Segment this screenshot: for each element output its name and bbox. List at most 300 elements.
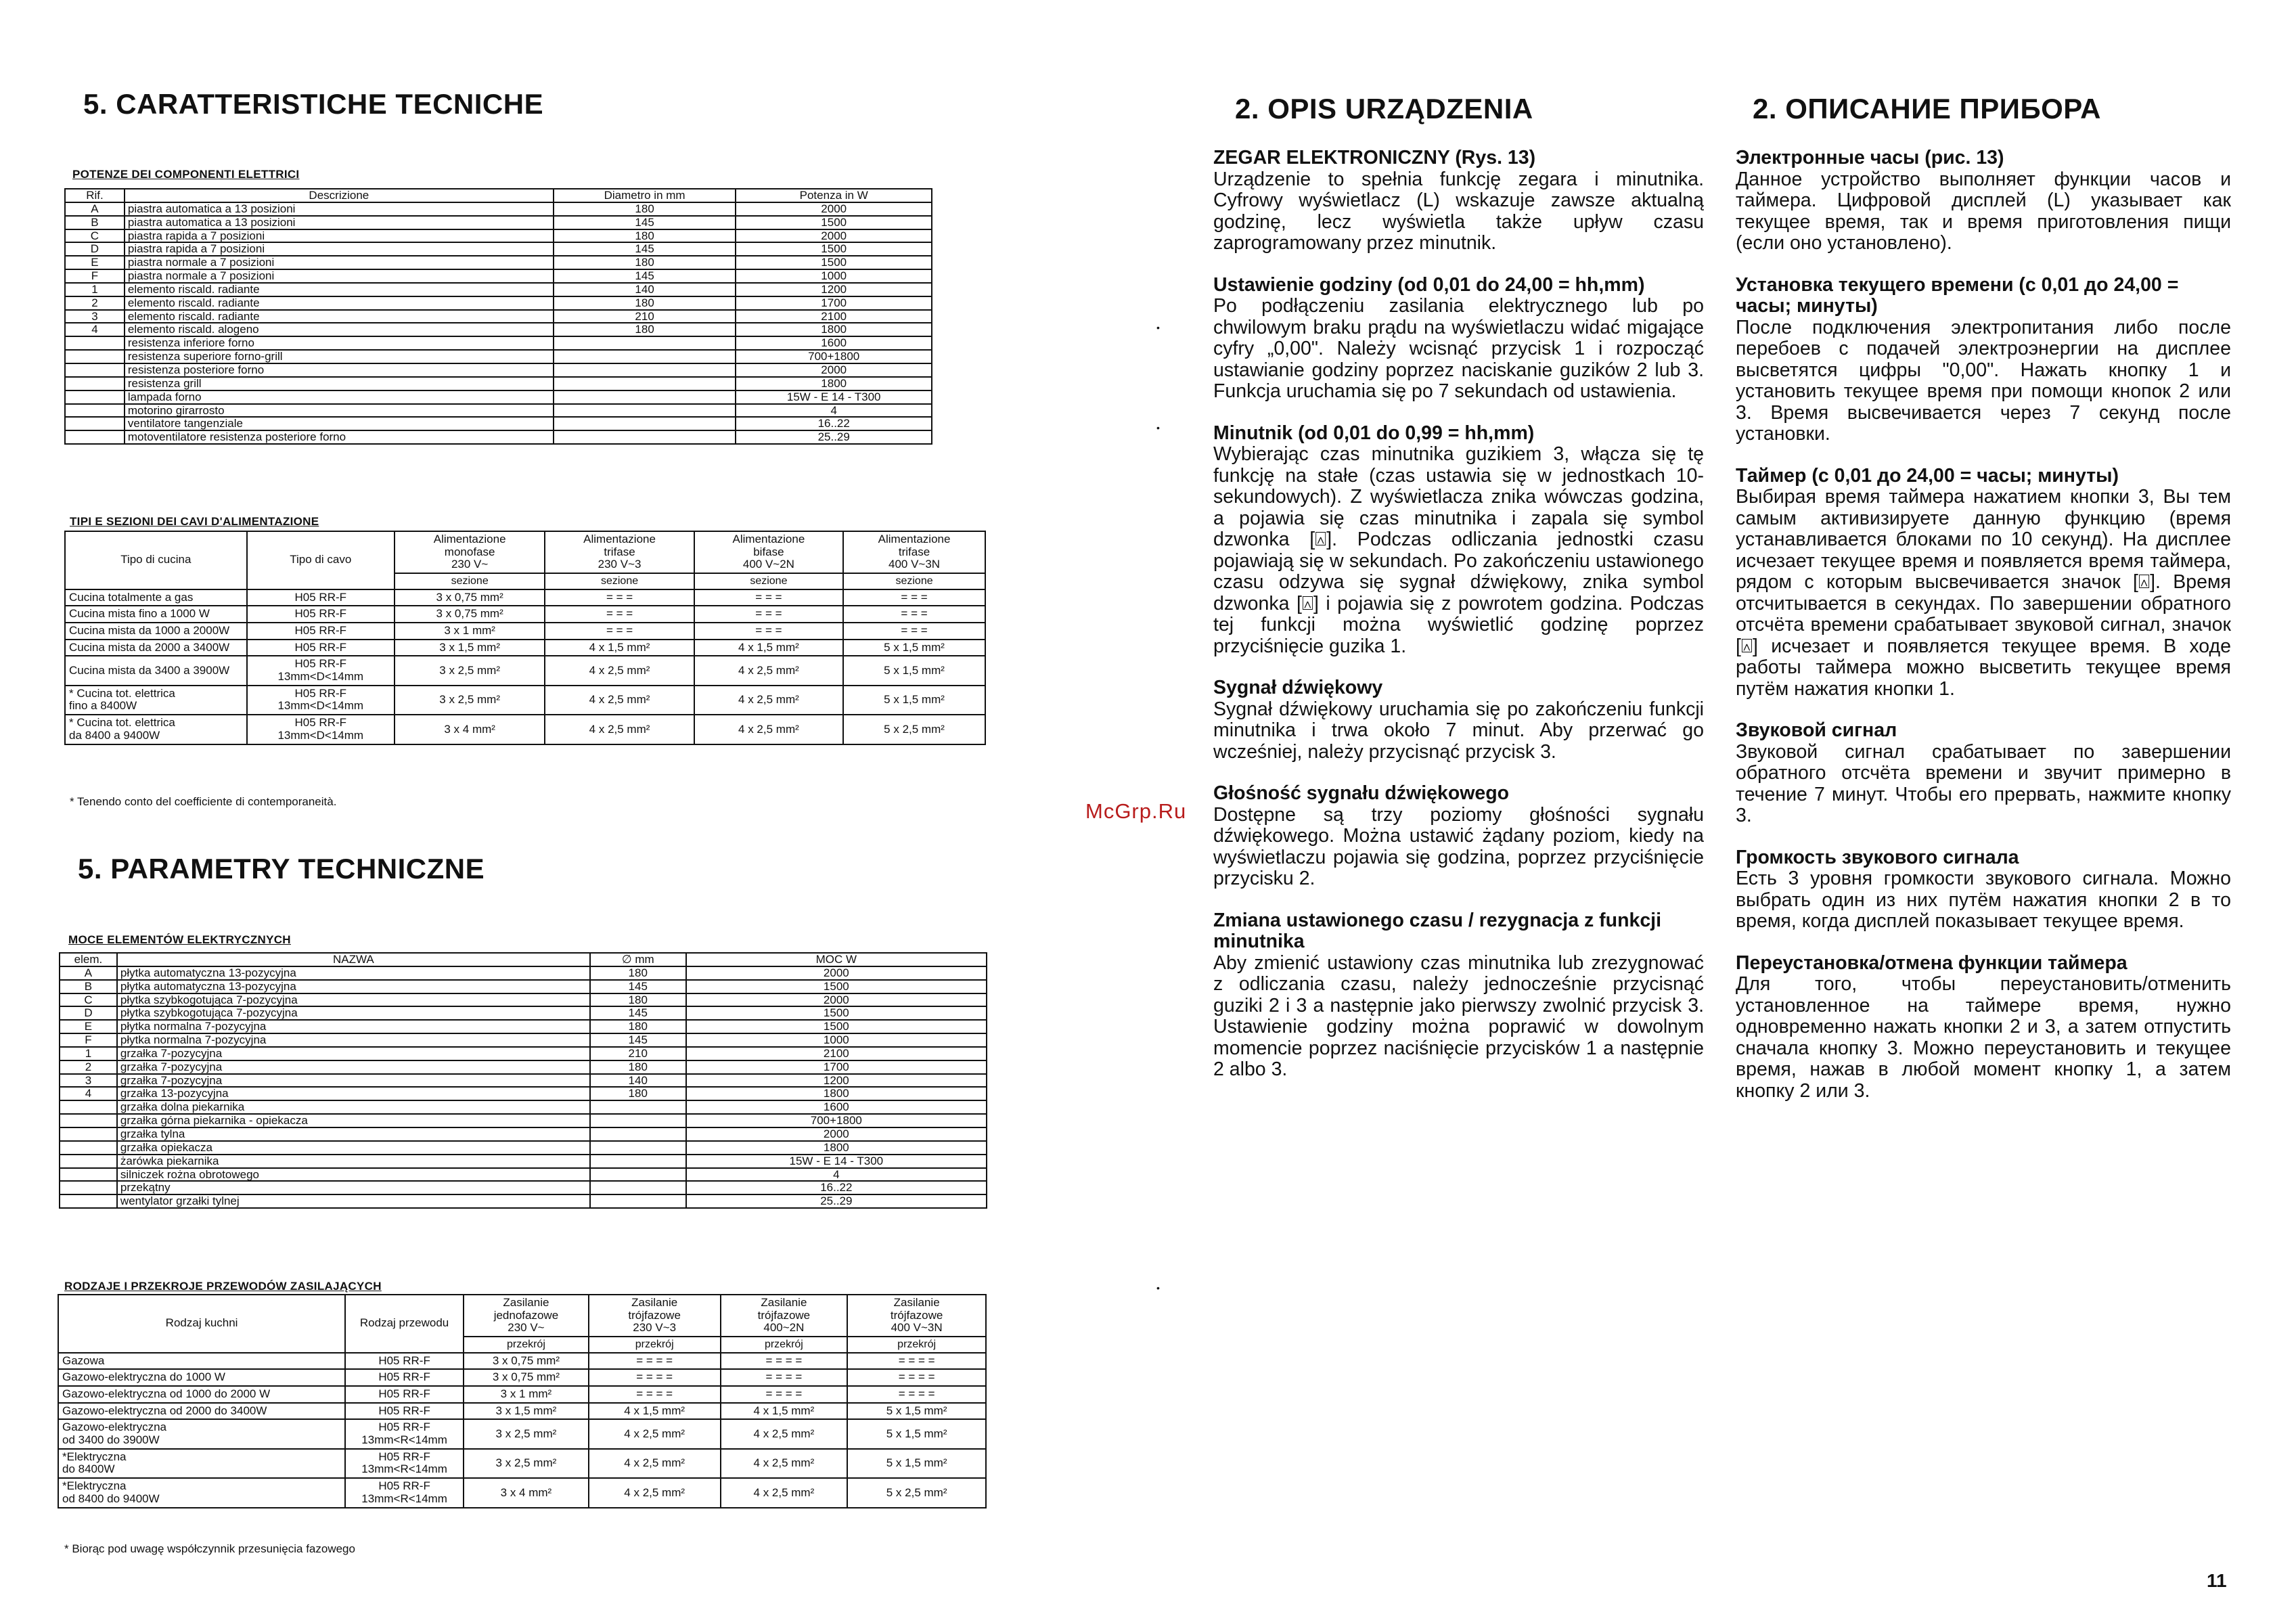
cell-cable-type (345, 1369, 464, 1386)
header-supply-line: 400 V~3N (891, 1321, 943, 1335)
cell-ref: 3 (60, 1074, 117, 1088)
table-row (65, 336, 932, 350)
header-kitchen-type: Rodzaj kuchni (58, 1295, 345, 1353)
cell-section-value: 4 x 1,5 mm² (694, 640, 843, 656)
table-row (60, 1074, 987, 1088)
header-supply (545, 531, 694, 573)
cell-line: 13mm<R<14mm (361, 1433, 447, 1447)
cell-description: płytka normalna 7-pozycyjna (117, 1020, 590, 1033)
header-section: przekrój (464, 1337, 589, 1353)
cell-description: wentylator grzałki tylnej (117, 1194, 590, 1208)
cell-diameter: 180 (590, 1060, 686, 1074)
table-row (60, 1100, 987, 1114)
table-header-row (60, 953, 987, 966)
cell-ref: B (60, 980, 117, 993)
cell-description: resistenza grill (125, 377, 554, 390)
cell-diameter (590, 1100, 686, 1114)
cell-power: 2000 (736, 202, 932, 216)
cell-power: 1800 (736, 323, 932, 336)
cell-diameter (554, 363, 736, 377)
margin-dot: • (1156, 1282, 1160, 1293)
cell-kitchen-type (58, 1478, 345, 1507)
section-heading: Ustawienie godziny (od 0,01 do 24,00 = hh,mm) (1213, 273, 1645, 296)
cell-kitchen-type (65, 715, 247, 744)
table-row (60, 1181, 987, 1194)
cell-section-value: = = = (694, 606, 843, 623)
pl-power-table-title: MOCE ELEMENTÓW ELEKTRYCZNYCH (68, 933, 291, 946)
cell-description: grzałka 7-pozycyjna (117, 1047, 590, 1060)
cell-line: do 8400W (62, 1462, 115, 1476)
table-row (65, 363, 932, 377)
cell-ref: 3 (65, 310, 125, 323)
cell-description: piastra normale a 7 posizioni (125, 269, 554, 283)
cell-diameter: 145 (554, 242, 736, 256)
cell-section-value: 4 x 2,5 mm² (694, 686, 843, 715)
text-section (1213, 677, 1704, 763)
cell-power: 2000 (736, 363, 932, 377)
table-row (65, 229, 932, 243)
cell-section-value: = = = = (847, 1369, 986, 1386)
cell-ref (65, 390, 125, 404)
cell-diameter: 145 (590, 1033, 686, 1047)
cell-section-value: = = = (843, 623, 985, 640)
section-body: Звуковой сигнал срабатывает по завершении обратного отсчёта времени и звучит примерно в течение 7 минут. Чтобы его прервать, нажмите кнопку 3. (1736, 740, 2231, 826)
cell-description: grzałka tylna (117, 1127, 590, 1141)
cell-kitchen-type (65, 640, 247, 656)
cell-section-value: = = = = (721, 1353, 848, 1370)
text-section (1736, 953, 2231, 1102)
cell-cable-type (247, 640, 395, 656)
cell-power: 25..29 (686, 1194, 987, 1208)
cell-kitchen-type (65, 623, 247, 640)
header-supply-line: Zasilanie (631, 1296, 678, 1309)
cell-diameter (590, 1155, 686, 1168)
header-supply-line: trifase (898, 545, 930, 558)
cell-section-value: = = = = (589, 1386, 721, 1403)
cell-power: 1500 (686, 1006, 987, 1020)
table-row (65, 310, 932, 323)
table-row (60, 1033, 987, 1047)
header-supply-line: Alimentazione (433, 533, 506, 545)
cell-ref: C (65, 229, 125, 243)
cell-description: elemento riscald. alogeno (125, 323, 554, 336)
header-cable-type: Tipo di cavo (247, 531, 395, 589)
pl-cable-table (58, 1294, 987, 1508)
cell-ref (65, 430, 125, 444)
cell-diameter: 180 (554, 256, 736, 269)
section-body: Po podłączeniu zasilania elektrycznego lub po chwilowym braku prądu na wyświetlaczu widać migające cyfry „0,00". Należy wcisnąć przycisk 1 i rozpocząć ustawianie godziny poprzez naciskanie guzików 2 lub 3. Funkcja uruchamia się po 7 sekundach od ustawienia. (1213, 295, 1704, 402)
cell-description: płytka szybkogotująca 7-pozycyjna (117, 1006, 590, 1020)
header-supply (847, 1295, 986, 1337)
cell-line: H05 RR-F (294, 686, 347, 700)
cell-power: 700+1800 (736, 350, 932, 363)
header-supply-line: bifase (753, 545, 784, 558)
text-section (1213, 423, 1704, 658)
table-row (65, 296, 932, 310)
cell-section-value: 5 x 1,5 mm² (847, 1403, 986, 1420)
cell-section-value: 5 x 1,5 mm² (843, 686, 985, 715)
cell-diameter: 145 (590, 1006, 686, 1020)
header-supply (721, 1295, 848, 1337)
it-cable-table-body (65, 589, 985, 744)
cell-section-value: = = = = (721, 1369, 848, 1386)
cell-cable-type (247, 623, 395, 640)
cell-ref: 2 (65, 296, 125, 310)
cell-cable-type (247, 656, 395, 685)
header-section: sezione (545, 573, 694, 589)
table-row (65, 656, 985, 685)
cell-power: 1000 (686, 1033, 987, 1047)
cell-power: 1500 (736, 216, 932, 229)
pl-title: 2. OPIS URZĄDZENIA (1235, 93, 1533, 125)
table-row (65, 256, 932, 269)
cell-line: *Elektryczna (62, 1479, 127, 1493)
table-row (65, 323, 932, 336)
cell-line: H05 RR-F (378, 1370, 430, 1384)
cell-ref (60, 1181, 117, 1194)
text-section (1736, 847, 2231, 933)
cell-ref (65, 336, 125, 350)
cell-diameter (590, 1181, 686, 1194)
cell-diameter: 180 (554, 323, 736, 336)
cell-diameter (590, 1127, 686, 1141)
cell-description: grzałka dolna piekarnika (117, 1100, 590, 1114)
cell-line: Cucina mista da 3400 a 3900W (69, 663, 230, 677)
table-row (65, 623, 985, 640)
cell-section-value: 4 x 2,5 mm² (545, 656, 694, 685)
cell-ref: A (60, 966, 117, 980)
table-row (60, 1127, 987, 1141)
header-section: sezione (395, 573, 545, 589)
header-supply-line: 230 V~3 (633, 1321, 677, 1335)
table-row (65, 202, 932, 216)
cell-section-value: 4 x 2,5 mm² (694, 715, 843, 744)
cell-section-value: 3 x 0,75 mm² (464, 1369, 589, 1386)
cell-section-value: 5 x 2,5 mm² (847, 1478, 986, 1507)
header-supply-line: Alimentazione (583, 533, 656, 545)
table-row (58, 1419, 986, 1448)
ru-title: 2. ОПИСАНИЕ ПРИБОРА (1753, 93, 2101, 125)
cell-section-value: 5 x 1,5 mm² (843, 656, 985, 685)
it-cable-table (64, 531, 986, 745)
header-section: sezione (694, 573, 843, 589)
cell-section-value: 4 x 1,5 mm² (545, 640, 694, 656)
table-row (60, 1168, 987, 1182)
cell-power: 1500 (686, 1020, 987, 1033)
cell-ref (60, 1194, 117, 1208)
cell-kitchen-type (58, 1369, 345, 1386)
section-heading: Głośność sygnału dźwiękowego (1213, 782, 1510, 804)
header-supply (395, 531, 545, 573)
header-elem: elem. (60, 953, 117, 966)
cell-ref (60, 1127, 117, 1141)
header-section: przekrój (589, 1337, 721, 1353)
cell-ref: 1 (65, 283, 125, 296)
cell-diameter: 210 (554, 310, 736, 323)
cell-cable-type (247, 715, 395, 744)
cell-section-value: 4 x 2,5 mm² (589, 1449, 721, 1478)
section-heading: Звуковой сигнал (1736, 719, 1897, 741)
cell-line: H05 RR-F (378, 1387, 430, 1401)
cell-power: 1600 (736, 336, 932, 350)
header-supply (843, 531, 985, 573)
cell-description: piastra rapida a 7 posizioni (125, 229, 554, 243)
cell-line: 13mm<D<14mm (277, 699, 364, 713)
cell-section-value: = = = (843, 589, 985, 606)
cell-power: 15W - E 14 - T300 (736, 390, 932, 404)
cell-power: 1500 (736, 242, 932, 256)
cell-ref: E (60, 1020, 117, 1033)
cell-cable-type (247, 606, 395, 623)
cell-kitchen-type (58, 1386, 345, 1403)
text-section (1213, 910, 1704, 1081)
cell-section-value: = = = (545, 589, 694, 606)
cell-power: 1500 (736, 256, 932, 269)
cell-section-value: 3 x 1 mm² (395, 623, 545, 640)
cell-diameter: 180 (554, 229, 736, 243)
cell-diameter (554, 430, 736, 444)
cell-ref (65, 377, 125, 390)
table-row (58, 1478, 986, 1507)
cell-ref: 4 (60, 1087, 117, 1100)
table-row (65, 417, 932, 430)
cell-power: 700+1800 (686, 1114, 987, 1127)
header-supply-line: trójfazowe (757, 1308, 811, 1322)
table-row (60, 1155, 987, 1168)
cell-line: H05 RR-F (378, 1404, 430, 1417)
section-heading: Установка текущего времени (с 0,01 до 24,00 = часы; минуты) (1736, 273, 2179, 317)
cell-line: * Cucina tot. elettrica (69, 686, 175, 700)
cell-kitchen-type (58, 1353, 345, 1370)
page-number: 11 (2207, 1570, 2227, 1591)
cell-kitchen-type (65, 656, 247, 685)
section-heading: Minutnik (od 0,01 do 0,99 = hh,mm) (1213, 422, 1535, 444)
cell-section-value: 3 x 2,5 mm² (395, 686, 545, 715)
header-kitchen-type: Tipo di cucina (65, 531, 247, 589)
cell-power: 1800 (686, 1141, 987, 1155)
header-power: MOC W (686, 953, 987, 966)
table-row (60, 1141, 987, 1155)
cell-diameter: 180 (554, 296, 736, 310)
cell-ref: C (60, 993, 117, 1007)
table-row (58, 1369, 986, 1386)
header-supply (464, 1295, 589, 1337)
table-row (65, 430, 932, 444)
cell-description: resistenza inferiore forno (125, 336, 554, 350)
it-power-table (64, 188, 932, 445)
cell-power: 4 (686, 1168, 987, 1182)
table-row (58, 1449, 986, 1478)
cell-ref: 1 (60, 1047, 117, 1060)
section-body: Wybierając czas minutnika guzikiem 3, włącza się tę funkcję na stałe (czas ustawia się w jednostkach 10-sekundowych). Z wyświetlacza znika wówczas godzina, a pojawia się czas minutnika i zapala się symbol dzwonka [⍓]. Podczas odliczania jednostki czasu pojawiają się w sekundach. Po zakończeniu ustawionego czasu odzywa się sygnał dźwiękowy, znika symbol dzwonka [⍓] i pojawia się z powrotem godzina. Podczas tej funkcji można wyświetlić godzinę poprzez przyciśnięcie guzika 1. (1213, 443, 1704, 657)
cell-power: 2000 (736, 229, 932, 243)
cell-diameter (590, 1141, 686, 1155)
cell-power: 2000 (686, 993, 987, 1007)
cell-description: przekątny (117, 1181, 590, 1194)
watermark: McGrp.Ru (1085, 799, 1187, 823)
cell-description: płytka normalna 7-pozycyjna (117, 1033, 590, 1047)
cell-ref (60, 1168, 117, 1182)
cell-section-value: = = = = (589, 1369, 721, 1386)
cell-diameter: 145 (554, 216, 736, 229)
cell-section-value: = = = (545, 606, 694, 623)
section-heading: Zmiana ustawionego czasu / rezygnacja z funkcji minutnika (1213, 909, 1662, 952)
cell-line: H05 RR-F (294, 624, 347, 638)
cell-power: 16..22 (736, 417, 932, 430)
cell-description: grzałka górna piekarnika - opiekacza (117, 1114, 590, 1127)
text-section (1213, 148, 1704, 254)
cell-line: 13mm<R<14mm (361, 1462, 447, 1476)
cell-line: Gazowo-elektryczna (62, 1421, 167, 1434)
cell-line: 13mm<D<14mm (277, 670, 364, 684)
cell-section-value: 3 x 0,75 mm² (395, 606, 545, 623)
table-row (65, 283, 932, 296)
header-supply-line: 230 V~ (508, 1321, 545, 1335)
cell-ref (65, 404, 125, 418)
cell-kitchen-type (58, 1419, 345, 1448)
cell-section-value: = = = (843, 606, 985, 623)
header-description: Descrizione (125, 189, 554, 202)
header-power: Potenza in W (736, 189, 932, 202)
cell-ref: A (65, 202, 125, 216)
cell-description: elemento riscald. radiante (125, 310, 554, 323)
cell-section-value: 4 x 2,5 mm² (694, 656, 843, 685)
cell-line: H05 RR-F (378, 1354, 430, 1367)
cell-line: H05 RR-F (294, 657, 347, 671)
table-row (65, 242, 932, 256)
cell-line: H05 RR-F (294, 590, 347, 604)
cell-section-value: 4 x 2,5 mm² (589, 1478, 721, 1507)
cell-cable-type (345, 1419, 464, 1448)
cell-line: 13mm<D<14mm (277, 728, 364, 742)
section-body: Urządzenie to spełnia funkcję zegara i minutnika. Cyfrowy wyświetlacz (L) wskazuje zawsze aktualną godzinę, lecz wyświetla także upływ czasu zaprogramowany przez minutnik. (1213, 168, 1704, 254)
cell-line: Cucina mista fino a 1000 W (69, 607, 210, 621)
cell-line: H05 RR-F (294, 716, 347, 730)
cell-line: Cucina totalmente a gas (69, 590, 194, 604)
cell-diameter (590, 1194, 686, 1208)
cell-line: H05 RR-F (294, 640, 347, 654)
table-header-row (65, 189, 932, 202)
cell-diameter: 180 (590, 1087, 686, 1100)
cell-section-value: 4 x 2,5 mm² (589, 1419, 721, 1448)
text-section (1213, 783, 1704, 890)
cell-line: *Elektryczna (62, 1450, 127, 1463)
cell-section-value: = = = = (589, 1353, 721, 1370)
cell-diameter: 180 (590, 1020, 686, 1033)
table-row (65, 606, 985, 623)
table-row (65, 640, 985, 656)
cell-line: H05 RR-F (294, 607, 347, 621)
cell-ref (60, 1114, 117, 1127)
cell-power: 2000 (686, 1127, 987, 1141)
cell-section-value: 3 x 1,5 mm² (464, 1403, 589, 1420)
cell-diameter (554, 417, 736, 430)
cell-power: 4 (736, 404, 932, 418)
cell-power: 1800 (736, 377, 932, 390)
cell-cable-type (345, 1478, 464, 1507)
section-heading: Громкость звукового сигнала (1736, 846, 2019, 868)
table-row (65, 404, 932, 418)
header-supply-line: 400 V~3N (888, 558, 941, 571)
header-supply-line: 230 V~ (451, 558, 489, 571)
table-row (65, 269, 932, 283)
cell-line: da 8400 a 9400W (69, 728, 160, 742)
pl-description-column (1213, 148, 1704, 1101)
cell-diameter: 180 (554, 202, 736, 216)
cell-cable-type (345, 1449, 464, 1478)
cell-kitchen-type (65, 589, 247, 606)
cell-ref (60, 1155, 117, 1168)
cell-section-value: 5 x 2,5 mm² (843, 715, 985, 744)
cell-ref (65, 350, 125, 363)
section-body: Выбирая время таймера нажатием кнопки 3, Вы тем самым активизируете данную функцию (время устанавливается блоками по 10 секунд). На дисплее исчезает текущее время и появляется время таймера, рядом с которым высвечивается значок [⍓]. Время отсчитывается в секундах. По завершении обратного отсчёта времени срабатывает звуковой сигнал, значок [⍓] исчезает и появляется текущее время. В ходе работы таймера можно высветить текущее время путём нажатия кнопки 1. (1736, 486, 2231, 700)
cell-diameter: 180 (590, 993, 686, 1007)
cell-section-value: 3 x 2,5 mm² (464, 1449, 589, 1478)
cell-cable-type (345, 1386, 464, 1403)
table-row (58, 1353, 986, 1370)
header-section: przekrój (721, 1337, 848, 1353)
section-heading: ZEGAR ELEKTRONICZNY (Rys. 13) (1213, 147, 1536, 169)
cell-line: 13mm<R<14mm (361, 1492, 447, 1505)
cell-section-value: = = = = (847, 1386, 986, 1403)
table-row (60, 1060, 987, 1074)
cell-line: Gazowo-elektryczna od 2000 do 3400W (62, 1404, 267, 1417)
cell-diameter: 145 (590, 980, 686, 993)
section-body: Aby zmienić ustawiony czas minutnika lub zrezygnować z odliczania czasu, należy jednocześnie przycisnąć guziki 2 i 3 a następnie jako pierwszy zwolnić przycisk 3. Ustawienie godziny można poprawić w dowolnym momencie poprzez naciśnięcie przycisków 1 a następnie 2 albo 3. (1213, 952, 1704, 1080)
cell-power: 1800 (686, 1087, 987, 1100)
cell-ref (60, 1141, 117, 1155)
table-row (60, 1114, 987, 1127)
cell-description: ventilatore tangenziale (125, 417, 554, 430)
section-body: Есть 3 уровня громкости звукового сигнала. Можно выбрать один из них путём нажатия кнопки 2 в то время, когда дисплей показывает текущее время. (1736, 868, 2231, 932)
cell-power: 2100 (686, 1047, 987, 1060)
table-row (60, 1194, 987, 1208)
table-row (65, 216, 932, 229)
text-section (1736, 148, 2231, 254)
cell-section-value: = = = = (721, 1386, 848, 1403)
table-header-row (65, 531, 985, 573)
header-section: sezione (843, 573, 985, 589)
table-row (65, 715, 985, 744)
cell-description: grzałka 7-pozycyjna (117, 1074, 590, 1088)
table-row (60, 980, 987, 993)
cell-description: resistenza superiore forno-grill (125, 350, 554, 363)
pl-cable-table-title: RODZAJE I PRZEKROJE PRZEWODÓW ZASILAJĄCYCH (64, 1280, 382, 1293)
section-heading: Электронные часы (рис. 13) (1736, 147, 2004, 169)
header-ref: Rif. (65, 189, 125, 202)
cell-ref: F (65, 269, 125, 283)
cell-power: 2000 (686, 966, 987, 980)
header-cable-type: Rodzaj przewodu (345, 1295, 464, 1353)
header-supply-line: Zasilanie (503, 1296, 549, 1309)
pl-cable-table-body (58, 1353, 986, 1508)
cell-section-value: 4 x 2,5 mm² (721, 1419, 848, 1448)
table-row (60, 1006, 987, 1020)
cell-diameter: 210 (590, 1047, 686, 1060)
table-row (60, 1047, 987, 1060)
cell-description: grzałka opiekacza (117, 1141, 590, 1155)
cell-description: grzałka 7-pozycyjna (117, 1060, 590, 1074)
cell-section-value: 4 x 2,5 mm² (721, 1449, 848, 1478)
header-supply-line: trójfazowe (890, 1308, 943, 1322)
cell-ref (60, 1100, 117, 1114)
cell-diameter: 180 (590, 966, 686, 980)
header-supply-line: 230 V~3 (598, 558, 641, 571)
cell-power: 1200 (686, 1074, 987, 1088)
cell-line: H05 RR-F (378, 1479, 430, 1493)
cell-section-value: 5 x 1,5 mm² (847, 1419, 986, 1448)
section-body: Dostępne są trzy poziomy głośności sygnału dźwiękowego. Można ustawić żądany poziom, kiedy na wyświetlaczu pojawia się godzina, poprzez przyciśnięcie przycisku 2. (1213, 803, 1704, 889)
